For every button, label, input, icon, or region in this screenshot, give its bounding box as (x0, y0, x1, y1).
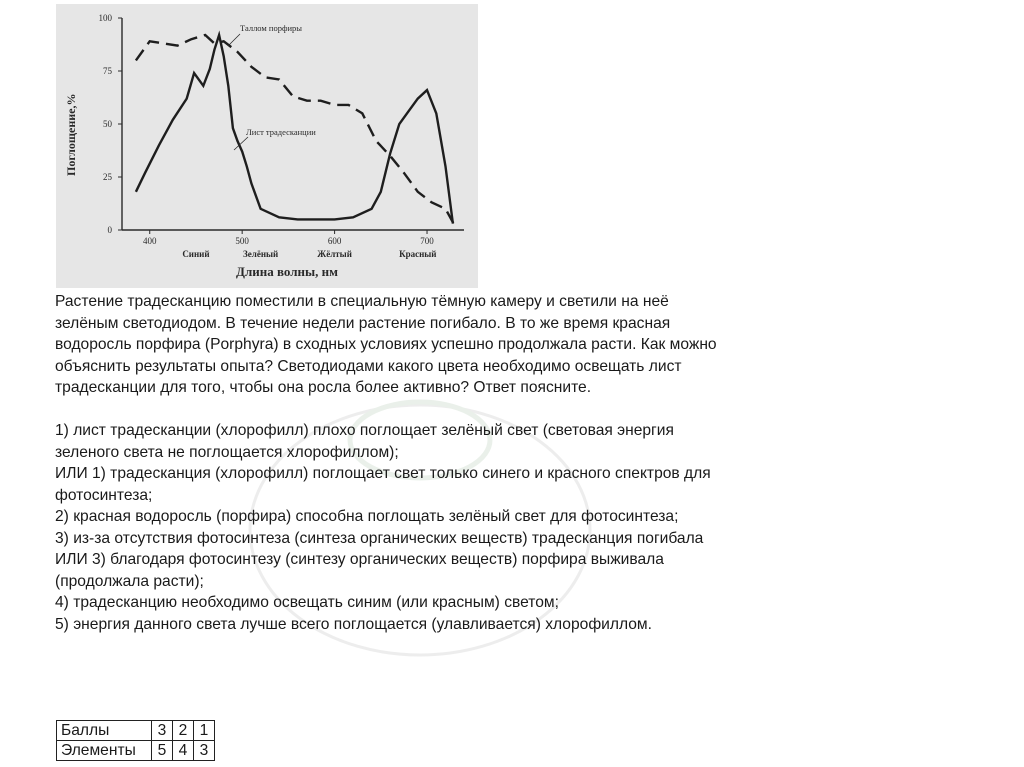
answer-line: ИЛИ 1) традесканция (хлорофилл) поглощает свет только синего и красного спектров для фотосинтеза; (55, 465, 711, 504)
series-label-porphyra-pointer (228, 34, 240, 46)
chart-svg (56, 4, 478, 288)
score-row (57, 721, 215, 741)
score-table (56, 720, 215, 761)
score-cell: 4 (173, 741, 194, 761)
answer-line: 1) лист традесканции (хлорофилл) плохо поглощает зелёный свет (световая энергия зеленого света не поглощается хлорофиллом); (55, 422, 674, 461)
y-tick-label: 50 (103, 119, 112, 129)
answer-line: 4) традесканцию необходимо освещать синим (или красным) светом; (55, 594, 559, 611)
answer-list (55, 420, 735, 635)
x-tick-label: 400 (142, 236, 157, 246)
color-label: Жёлтый (317, 249, 352, 259)
score-cell: 5 (152, 741, 173, 761)
absorption-chart (56, 4, 478, 288)
task-text (55, 291, 735, 635)
score-row-label: Баллы (57, 721, 152, 741)
answer-line: ИЛИ 3) благодаря фотосинтезу (синтезу органических веществ) порфира выживала (продолжала расти); (55, 551, 664, 590)
y-tick-label: 75 (103, 66, 112, 76)
y-tick-label: 100 (98, 13, 112, 23)
color-label: Красный (399, 249, 437, 259)
series-label-porphyra: Таллом порфиры (240, 23, 302, 33)
score-row (57, 741, 215, 761)
x-tick-label: 700 (420, 236, 434, 246)
question-text: Растение традесканцию поместили в специальную тёмную камеру и светили на неё зелёным светодиодом. В течение недели растение погибало. В то же время красная водоросль порфира (Porphyra) в сходных условиях успешно продолжала расти. Как можно объяснить результаты опыта? Светодиодами какого цвета необходимо освещать лист традесканции для того, чтобы она росла более активно? Ответ поясните. (55, 293, 717, 396)
score-cell: 3 (194, 741, 215, 761)
score-cell: 3 (152, 721, 173, 741)
score-cell: 1 (194, 721, 215, 741)
x-tick-label: 500 (235, 236, 249, 246)
color-labels (182, 249, 436, 259)
y-axis-title: Поглощение,% (64, 93, 78, 176)
y-tick-label: 0 (107, 225, 112, 235)
series-label-tradescantia: Лист традесканции (246, 127, 316, 137)
answer-line: 2) красная водоросль (порфира) способна поглощать зелёный свет для фотосинтеза; (55, 508, 679, 525)
color-label: Синий (182, 249, 210, 259)
color-label: Зелёный (243, 249, 279, 259)
x-axis-title: Длина волны, нм (236, 264, 339, 279)
y-tick-label: 25 (103, 172, 112, 182)
score-cell: 2 (173, 721, 194, 741)
score-row-label: Элементы (57, 741, 152, 761)
x-tick-label: 600 (327, 236, 342, 246)
answer-line: 5) энергия данного света лучше всего поглощается (улавливается) хлорофиллом. (55, 615, 652, 633)
answer-line: 3) из-за отсутствия фотосинтеза (синтеза органических веществ) традесканция погибала (55, 529, 704, 547)
